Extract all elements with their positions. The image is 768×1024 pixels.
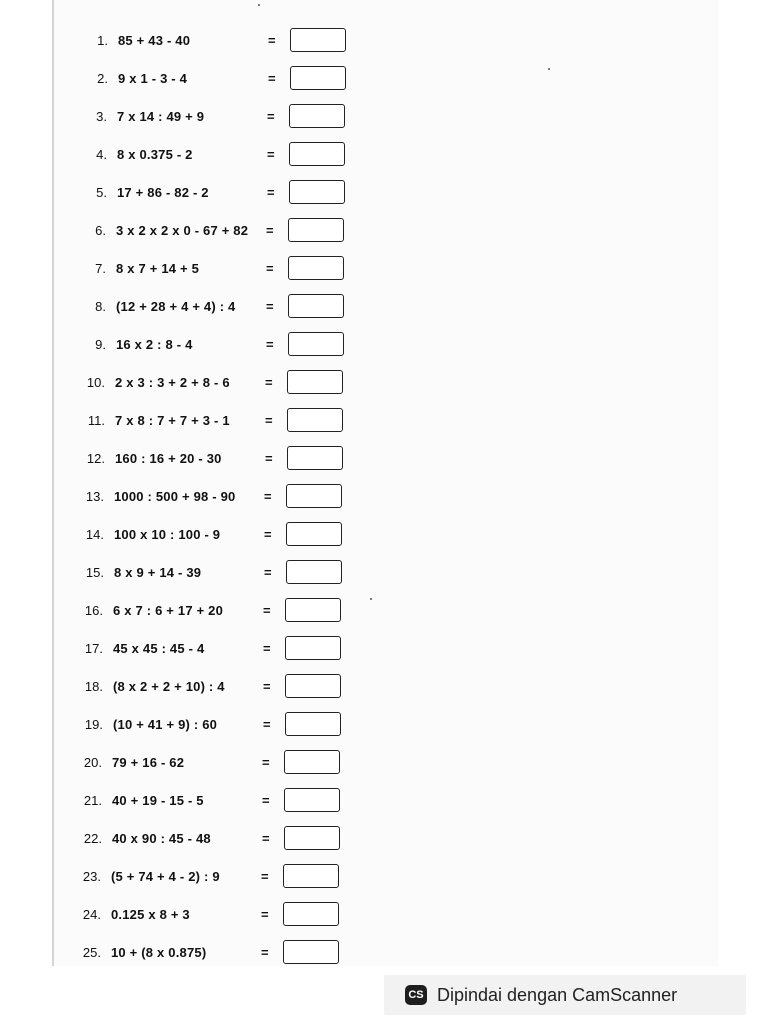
answer-box[interactable] — [288, 218, 344, 242]
problem-expression: 17 + 86 - 82 - 2 — [117, 185, 209, 200]
problem-row — [74, 750, 344, 776]
problem-number: 18. — [84, 679, 103, 694]
problem-expression: 6 x 7 : 6 + 17 + 20 — [113, 603, 224, 618]
answer-box[interactable] — [284, 826, 340, 850]
camscanner-logo-icon: CS — [405, 985, 427, 1005]
problem-row — [77, 446, 347, 472]
camscanner-watermark-text: Dipindai dengan CamScanner — [437, 984, 678, 1005]
problem-expression: (5 + 74 + 4 - 2) : 9 — [111, 869, 220, 884]
problem-number: 3. — [96, 109, 107, 124]
problem-expression: 2 x 3 : 3 + 2 + 8 - 6 — [115, 375, 230, 390]
problem-expression: 3 x 2 x 2 x 0 - 67 + 82 — [116, 223, 249, 238]
problem-expression: 0.125 x 8 + 3 — [111, 907, 190, 922]
equals-sign: = — [268, 33, 276, 48]
problem-expression: 8 x 0.375 - 2 — [117, 147, 193, 162]
problem-number: 10. — [86, 375, 105, 390]
problem-expression: 79 + 16 - 62 — [112, 755, 185, 770]
answer-box[interactable] — [285, 674, 341, 698]
equals-sign: = — [263, 717, 271, 732]
problem-row — [79, 104, 349, 130]
equals-sign: = — [266, 223, 274, 238]
problem-number: 24. — [82, 907, 101, 922]
problem-row — [77, 408, 347, 434]
problem-row — [74, 826, 344, 852]
equals-sign: = — [264, 489, 272, 504]
answer-box[interactable] — [289, 104, 345, 128]
problem-number: 4. — [96, 147, 107, 162]
problem-row — [78, 256, 348, 282]
equals-sign: = — [264, 527, 272, 542]
problem-expression: 160 : 16 + 20 - 30 — [115, 451, 222, 466]
problem-expression: 100 x 10 : 100 - 9 — [114, 527, 221, 542]
equals-sign: = — [268, 71, 276, 86]
problem-number: 20. — [83, 755, 102, 770]
answer-box[interactable] — [290, 66, 346, 90]
answer-box[interactable] — [283, 864, 339, 888]
problem-expression: 7 x 8 : 7 + 7 + 3 - 1 — [115, 413, 230, 428]
problem-expression: 7 x 14 : 49 + 9 — [117, 109, 205, 124]
answer-box[interactable] — [287, 408, 343, 432]
problem-expression: 10 + (8 x 0.875) — [111, 945, 207, 960]
answer-box[interactable] — [284, 750, 340, 774]
equals-sign: = — [266, 299, 274, 314]
answer-box[interactable] — [285, 598, 341, 622]
problem-number: 15. — [85, 565, 104, 580]
problem-number: 16. — [84, 603, 103, 618]
problem-number: 13. — [85, 489, 104, 504]
problem-number: 1. — [97, 33, 108, 48]
equals-sign: = — [263, 641, 271, 656]
answer-box[interactable] — [283, 902, 339, 926]
equals-sign: = — [267, 147, 275, 162]
problem-expression: 16 x 2 : 8 - 4 — [116, 337, 193, 352]
problem-number: 17. — [84, 641, 103, 656]
problem-number: 8. — [95, 299, 106, 314]
equals-sign: = — [262, 755, 270, 770]
problem-expression: 40 + 19 - 15 - 5 — [112, 793, 204, 808]
equals-sign: = — [265, 413, 273, 428]
answer-box[interactable] — [287, 446, 343, 470]
equals-sign: = — [261, 945, 269, 960]
equals-sign: = — [267, 109, 275, 124]
problem-row — [73, 902, 343, 928]
problem-row — [80, 28, 350, 54]
scan-speck — [370, 598, 372, 600]
answer-box[interactable] — [287, 370, 343, 394]
problem-row — [78, 294, 348, 320]
equals-sign: = — [265, 451, 273, 466]
problem-row — [78, 332, 348, 358]
problem-row — [73, 864, 343, 890]
problem-expression: 1000 : 500 + 98 - 90 — [114, 489, 236, 504]
problem-number: 14. — [85, 527, 104, 542]
scan-speck — [258, 4, 260, 6]
answer-box[interactable] — [289, 180, 345, 204]
answer-box[interactable] — [283, 940, 339, 964]
problem-number: 23. — [82, 869, 101, 884]
problem-row — [73, 940, 343, 966]
problem-expression: 8 x 9 + 14 - 39 — [114, 565, 202, 580]
equals-sign: = — [263, 603, 271, 618]
problem-number: 5. — [96, 185, 107, 200]
problem-row — [74, 788, 344, 814]
equals-sign: = — [265, 375, 273, 390]
answer-box[interactable] — [284, 788, 340, 812]
answer-box[interactable] — [286, 484, 342, 508]
scan-speck — [548, 68, 550, 70]
problem-number: 12. — [86, 451, 105, 466]
problem-expression: 9 x 1 - 3 - 4 — [118, 71, 188, 86]
problem-row — [79, 142, 349, 168]
answer-box[interactable] — [289, 142, 345, 166]
problem-expression: (8 x 2 + 2 + 10) : 4 — [113, 679, 225, 694]
answer-box[interactable] — [290, 28, 346, 52]
equals-sign: = — [261, 907, 269, 922]
problem-expression: 8 x 7 + 14 + 5 — [116, 261, 200, 276]
problem-row — [76, 560, 346, 586]
answer-box[interactable] — [286, 522, 342, 546]
problem-row — [76, 522, 346, 548]
problem-number: 19. — [84, 717, 103, 732]
problem-row — [76, 484, 346, 510]
problem-row — [77, 370, 347, 396]
problem-number: 7. — [95, 261, 106, 276]
problem-number: 6. — [95, 223, 106, 238]
camscanner-watermark — [384, 975, 746, 1015]
problem-expression: (10 + 41 + 9) : 60 — [113, 717, 218, 732]
problem-row — [80, 66, 350, 92]
problem-row — [75, 636, 345, 662]
problem-expression: 85 + 43 - 40 — [118, 33, 191, 48]
problem-number: 2. — [97, 71, 108, 86]
problem-number: 11. — [87, 413, 105, 428]
problem-expression: 40 x 90 : 45 - 48 — [112, 831, 211, 846]
answer-box[interactable] — [285, 712, 341, 736]
equals-sign: = — [262, 793, 270, 808]
problem-number: 25. — [82, 945, 101, 960]
problem-number: 9. — [95, 337, 106, 352]
problem-expression: 45 x 45 : 45 - 4 — [113, 641, 205, 656]
problem-row — [75, 674, 345, 700]
equals-sign: = — [267, 185, 275, 200]
answer-box[interactable] — [288, 332, 344, 356]
answer-box[interactable] — [285, 636, 341, 660]
problem-number: 22. — [83, 831, 102, 846]
answer-box[interactable] — [286, 560, 342, 584]
problem-row — [75, 712, 345, 738]
equals-sign: = — [261, 869, 269, 884]
equals-sign: = — [262, 831, 270, 846]
problem-row — [79, 180, 349, 206]
problem-row — [75, 598, 345, 624]
equals-sign: = — [263, 679, 271, 694]
equals-sign: = — [264, 565, 272, 580]
problem-number: 21. — [83, 793, 102, 808]
equals-sign: = — [266, 337, 274, 352]
equals-sign: = — [266, 261, 274, 276]
problem-expression: (12 + 28 + 4 + 4) : 4 — [116, 299, 236, 314]
answer-box[interactable] — [288, 256, 344, 280]
answer-box[interactable] — [288, 294, 344, 318]
problem-row — [78, 218, 348, 244]
